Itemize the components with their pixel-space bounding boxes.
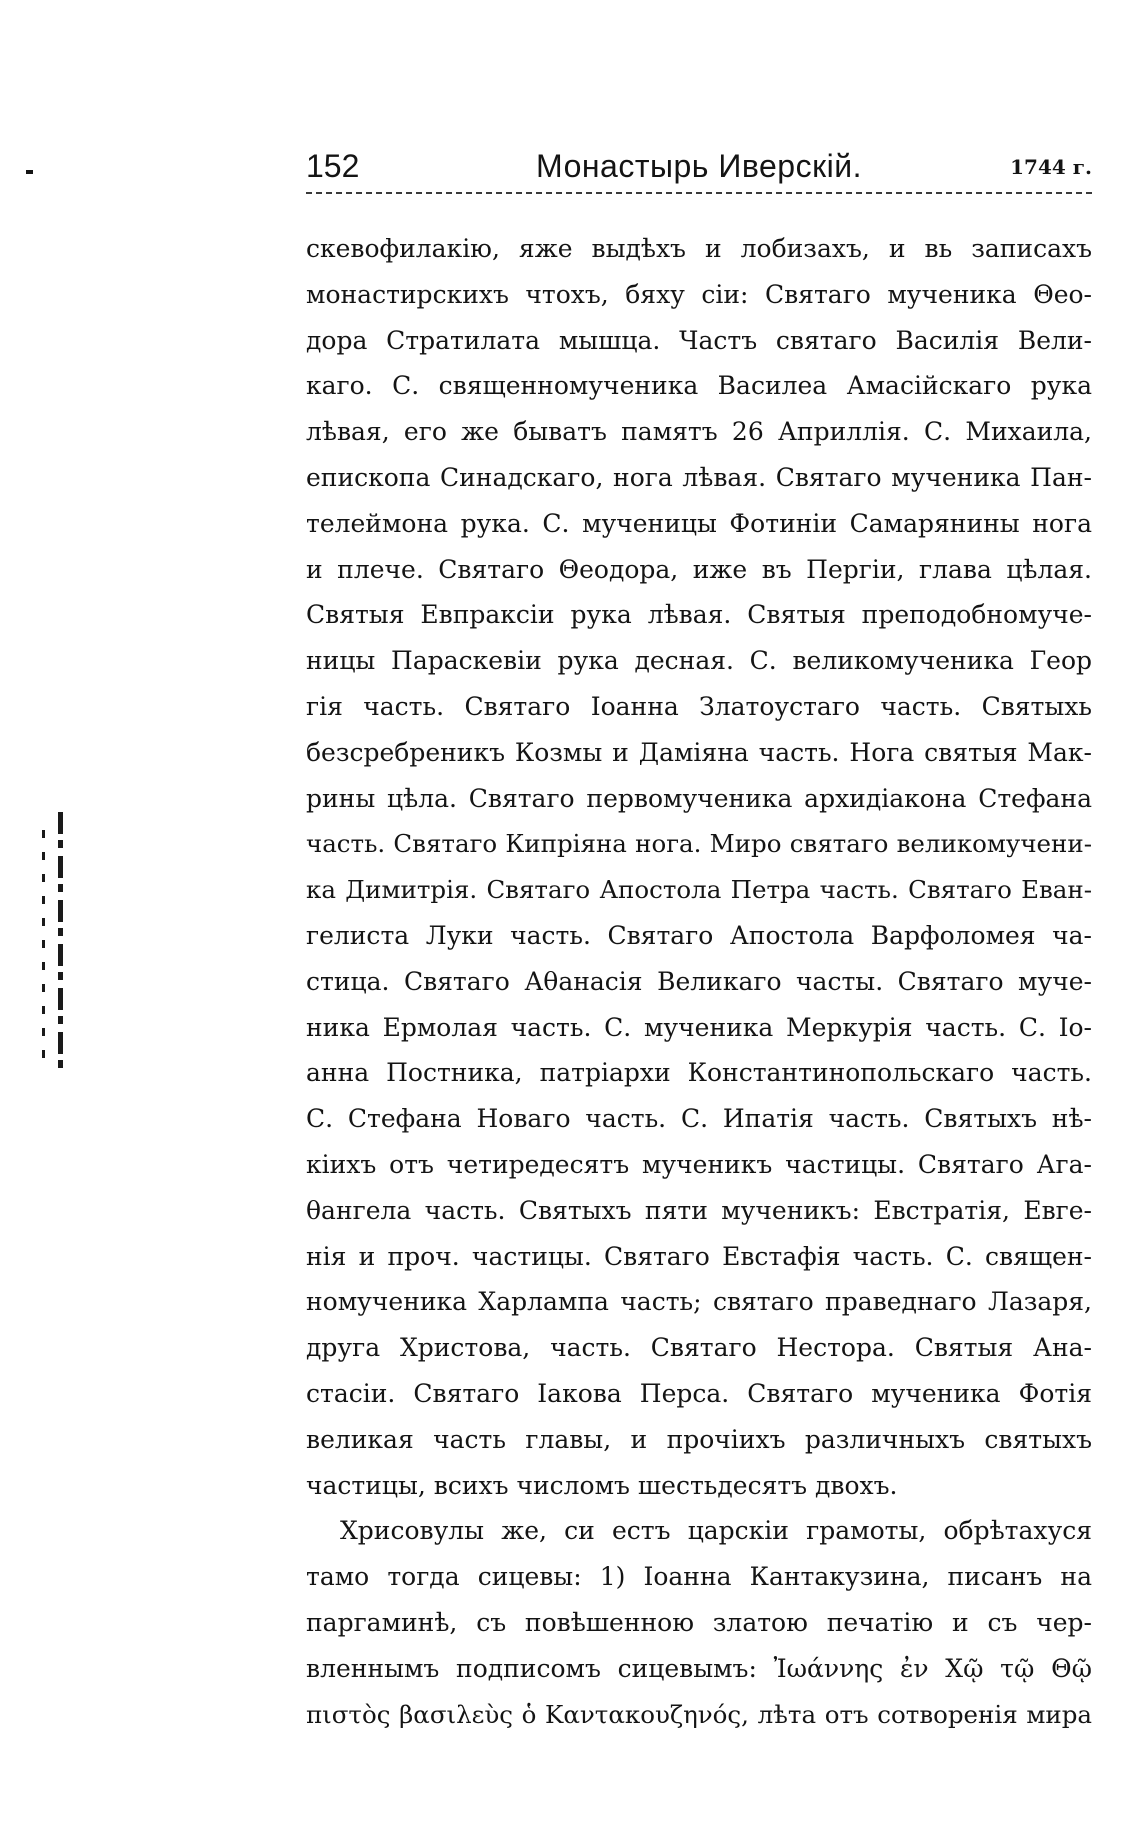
paragraph-line: вленнымъ подписомъ сицевымъ: Ἰωάννης ἐν Χῷ τῷ Θῷ bbox=[306, 1653, 1092, 1683]
text-line: θангела часть. Святыхъ пяти мученикъ: Евстратія, Евге- bbox=[306, 1195, 1092, 1225]
text-line: частицы, всихъ числомъ шестьдесятъ двохъ. bbox=[306, 1470, 898, 1500]
text-line: гелиста Луки часть. Святаго Апостола Варфоломея ча- bbox=[306, 920, 1092, 950]
paragraph-line: Хрисовулы же, си естъ царскіи грамоты, обрѣтахуся bbox=[340, 1516, 1092, 1546]
text-line: ника Ермолая часть. С. мученика Меркурія часть. С. Іо- bbox=[306, 1012, 1092, 1042]
text-line: ка Димитрія. Святаго Апостола Петра часть. Святаго Еван- bbox=[306, 875, 1092, 905]
text-line: скевофилакію, яже выдѣхъ и лобизахъ, и вь записахъ bbox=[306, 234, 1092, 263]
margin-dot bbox=[26, 170, 33, 174]
text-line: безсребреникъ Козмы и Даміяна часть. Нога святыя Мак- bbox=[306, 737, 1092, 767]
margin-mark-column bbox=[42, 830, 45, 1066]
paragraph-line: паргаминѣ, съ повѣшенною златою печатію и съ чер- bbox=[306, 1607, 1092, 1637]
text-line: часть. Святаго Кипріяна нога. Миро святаго великомучени- bbox=[306, 829, 1092, 859]
text-line: номученика Харлампа часть; святаго праведнаго Лазаря, bbox=[306, 1287, 1092, 1317]
text-line: стасіи. Святаго Іакова Перса. Святаго мученика Фотія bbox=[306, 1378, 1092, 1408]
text-line: рины цѣла. Святаго первомученика архидіакона Стефана bbox=[306, 783, 1092, 813]
binding-margin-marks bbox=[40, 812, 66, 1070]
text-line: великая часть главы, и прочіихъ различныхъ святыхъ bbox=[306, 1424, 1092, 1454]
paragraph-line: тамо тогда сицевы: 1) Іоанна Кантакузина, писанъ на bbox=[306, 1562, 1092, 1592]
text-line: телеймона рука. С. мученицы Фотиніи Самарянины нога bbox=[306, 508, 1092, 538]
text-line: кіихъ отъ четиредесятъ мученикъ частицы. Святаго Ага- bbox=[306, 1149, 1092, 1179]
text-line: ницы Параскевіи рука десная. С. великомученика Геор bbox=[306, 646, 1092, 676]
header-rule bbox=[306, 192, 1092, 194]
page-header bbox=[306, 144, 1092, 190]
running-title: Монастырь Иверскій. bbox=[536, 148, 862, 184]
margin-mark-column bbox=[58, 812, 63, 1068]
text-line: дора Стратилата мышца. Частъ святаго Василія Вели- bbox=[306, 325, 1092, 355]
text-line: стица. Святаго Аθанасія Великаго часты. Святаго муче- bbox=[306, 966, 1092, 996]
text-line: и плече. Святаго Θеодора, иже въ Пергіи, глава цѣлая. bbox=[306, 554, 1092, 584]
text-line: друга Христова, часть. Святаго Нестора. Святыя Ана- bbox=[306, 1333, 1092, 1363]
body-text bbox=[306, 226, 1092, 1737]
text-line: лѣвая, его же быватъ памятъ 26 Априллія. С. Михаила, bbox=[306, 417, 1092, 447]
text-line: гія часть. Святаго Іоанна Златоустаго часть. Святыхь bbox=[306, 691, 1092, 721]
text-line: монастирскихъ чтохъ, бяху сіи: Святаго мученика Θео- bbox=[306, 279, 1092, 309]
page-number: 152 bbox=[306, 148, 360, 184]
year-label: 1744 г. bbox=[1010, 155, 1092, 179]
text-line: каго. С. священномученика Василеа Амасійскаго рука bbox=[306, 371, 1092, 401]
text-line: анна Постника, патріархи Константинопольскаго часть. bbox=[306, 1058, 1092, 1088]
text-line: С. Стефана Новаго часть. С. Ипатія часть. Святыхъ нѣ- bbox=[306, 1104, 1092, 1134]
paragraph-line: πιστὸς βασιλεὺς ὁ Καντακουζηνός, лѣта отъ сотворенія мира bbox=[306, 1699, 1092, 1729]
text-line: Святыя Евпраксіи рука лѣвая. Святыя преподобномуче- bbox=[306, 600, 1092, 630]
text-line: нія и проч. частицы. Святаго Евстафія часть. С. священ- bbox=[306, 1241, 1092, 1271]
text-line: епископа Синадскаго, нога лѣвая. Святаго мученика Пан- bbox=[306, 462, 1092, 492]
